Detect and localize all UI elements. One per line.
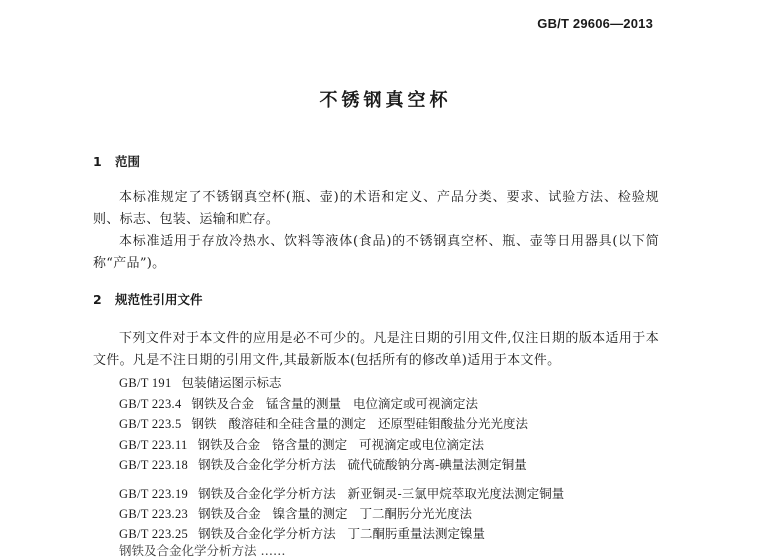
reference-code: GB/T 191 bbox=[119, 376, 172, 390]
section-2-title: 规范性引用文件 bbox=[115, 292, 203, 307]
standard-number: GB/T 29606—2013 bbox=[537, 16, 653, 31]
reference-code: GB/T 223.23 bbox=[119, 507, 189, 521]
reference-title: 钢铁及合金 铬含量的测定 可视滴定或电位滴定法 bbox=[197, 437, 485, 452]
reference-code: GB/T 223.19 bbox=[119, 487, 189, 501]
reference-code: GB/T 223.4 bbox=[119, 397, 182, 411]
document-title: 不锈钢真空杯 bbox=[319, 90, 452, 111]
section-1-title: 范围 bbox=[115, 154, 141, 169]
reference-title: 钢铁及合金化学分析方法 新亚铜灵-三氯甲烷萃取光度法测定铜量 bbox=[198, 486, 565, 501]
reference-code: GB/T 223.11 bbox=[119, 438, 188, 452]
section-2-heading bbox=[93, 290, 203, 308]
reference-title: 钢铁 酸溶硅和全硅含量的测定 还原型硅钼酸盐分光光度法 bbox=[191, 416, 528, 431]
cutoff-line bbox=[119, 540, 539, 558]
section-1-heading bbox=[93, 152, 140, 170]
reference-title: 钢铁及合金 锰含量的测量 电位滴定或可视滴定法 bbox=[191, 396, 478, 411]
reference-code: GB/T 223.5 bbox=[119, 417, 182, 431]
reference-item bbox=[119, 394, 478, 412]
reference-item bbox=[119, 484, 564, 502]
reference-title: 包装储运图示标志 bbox=[181, 375, 282, 390]
section-1-paragraph-2: 本标准适用于存放冷热水、饮料等液体(食品)的不锈钢真空杯、瓶、壶等日用器具(以下简称“产品”)。 bbox=[93, 234, 659, 271]
section-2-intro: 下列文件对于本文件的应用是必不可少的。凡是注日期的引用文件,仅注日期的版本适用于本文件。凡是不注日期的引用文件,其最新版本(包括所有的修改单)适用于本文件。 bbox=[93, 331, 659, 368]
section-1-paragraph-1: 本标准规定了不锈钢真空杯(瓶、壶)的术语和定义、产品分类、要求、试验方法、检验规则、标志、包装、运输和贮存。 bbox=[93, 190, 659, 227]
cutoff-line-text: 钢铁及合金化学分析方法 …… bbox=[119, 543, 286, 558]
reference-code: GB/T 223.18 bbox=[119, 458, 189, 472]
section-2-number: 2 bbox=[93, 292, 102, 307]
section-1-number: 1 bbox=[93, 154, 102, 169]
reference-item bbox=[119, 414, 528, 432]
reference-item bbox=[119, 435, 484, 453]
reference-title: 钢铁及合金化学分析方法 硫代硫酸钠分离-碘量法测定铜量 bbox=[198, 457, 527, 472]
reference-item bbox=[119, 373, 282, 391]
reference-item bbox=[119, 504, 472, 522]
reference-title: 钢铁及合金化学分析方法 丁二酮肟重量法测定镍量 bbox=[198, 526, 486, 541]
reference-item bbox=[119, 455, 527, 473]
reference-title: 钢铁及合金 镍含量的测定 丁二酮肟分光光度法 bbox=[198, 506, 473, 521]
reference-code: GB/T 223.25 bbox=[119, 527, 189, 541]
